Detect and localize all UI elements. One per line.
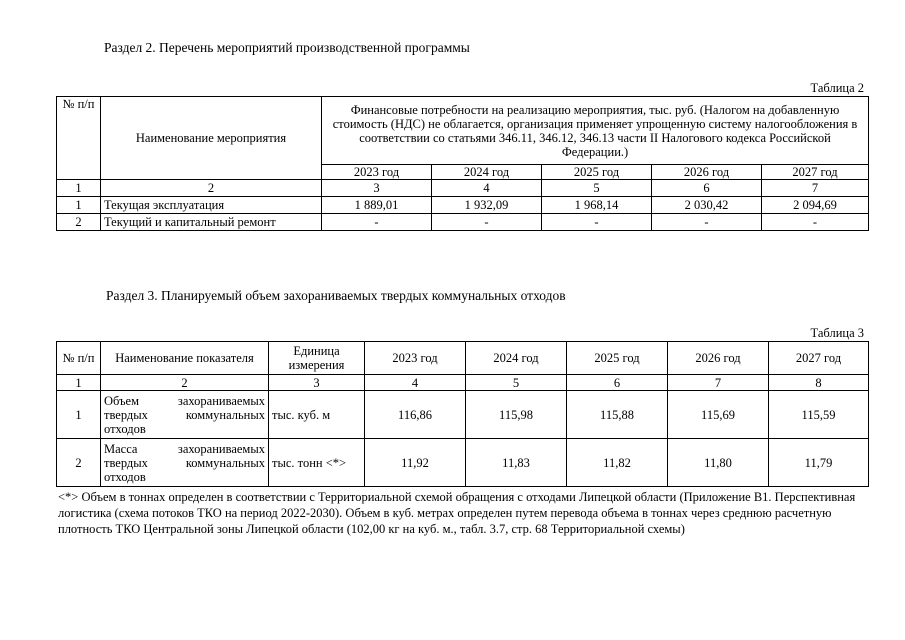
t3-col-number: 7: [668, 375, 769, 391]
row-name: Текущая эксплуатация: [101, 197, 322, 214]
t2-col-number: 6: [652, 180, 762, 197]
row-value: 115,69: [668, 391, 769, 439]
t3-header-unit: Единица измерения: [269, 342, 365, 375]
t3-col-number: 2: [101, 375, 269, 391]
table-row: [57, 391, 869, 439]
row-value: 115,88: [567, 391, 668, 439]
row-value: -: [762, 214, 869, 231]
t2-column-number-row: [57, 180, 869, 197]
footnote: <*> Объем в тоннах определен в соответствии с Территориальной схемой обращения с отходами Липецкой области (Приложение В1. Перспективная логистика (схема потоков ТКО на период 2022-2030). Объем в куб. метрах определен путем перевода объема в тоннах через среднюю расчетную плотность ТКО Центральной зоны Липецкой области (102,00 кг на куб. м., табл. 3.7, стр. 68 Территориальной схемы): [58, 490, 856, 536]
row-value: 11,83: [466, 439, 567, 487]
t3-year-header: 2025 год: [567, 342, 668, 375]
table-row: [57, 439, 869, 487]
table2: [56, 96, 869, 231]
t3-column-number-row: [57, 375, 869, 391]
row-value: 1 968,14: [542, 197, 652, 214]
row-value: 11,92: [365, 439, 466, 487]
row-num: 2: [57, 439, 101, 487]
row-value: 1 932,09: [432, 197, 542, 214]
row-value: 115,98: [466, 391, 567, 439]
t2-col-number: 2: [101, 180, 322, 197]
t3-year-header: 2027 год: [769, 342, 869, 375]
row-value: 11,79: [769, 439, 869, 487]
t3-col-number: 8: [769, 375, 869, 391]
t2-year-header: 2026 год: [652, 165, 762, 180]
row-name: Объем захораниваемых твердых коммунальных отходов: [101, 391, 269, 439]
row-value: 2 094,69: [762, 197, 869, 214]
table3: [56, 341, 869, 487]
t2-header-name: Наименование мероприятия: [101, 97, 322, 180]
t2-header-num: № п/п: [57, 97, 101, 180]
row-value: -: [432, 214, 542, 231]
table-row: [57, 214, 869, 231]
section2-heading: Раздел 2. Перечень мероприятий производственной программы: [104, 40, 470, 55]
t2-col-number: 4: [432, 180, 542, 197]
t2-year-header: 2027 год: [762, 165, 869, 180]
table3-label: Таблица 3: [810, 326, 864, 340]
t3-col-number: 3: [269, 375, 365, 391]
t2-year-header: 2023 год: [322, 165, 432, 180]
t2-col-number: 7: [762, 180, 869, 197]
row-value: -: [322, 214, 432, 231]
row-num: 2: [57, 214, 101, 231]
row-value: 1 889,01: [322, 197, 432, 214]
section3-heading: Раздел 3. Планируемый объем захораниваемых твердых коммунальных отходов: [106, 288, 566, 303]
row-name: Текущий и капитальный ремонт: [101, 214, 322, 231]
t3-year-header: 2023 год: [365, 342, 466, 375]
t2-header-financial: Финансовые потребности на реализацию мероприятия, тыс. руб. (Налогом на добавленную стоимость (НДС) не облагается, организация применяет упрощенную систему налогообложения в соответствии со статьями 346.11, 346.12, 346.13 части II Налогового кодекса Российской Федерации.): [322, 97, 869, 165]
t3-col-number: 6: [567, 375, 668, 391]
t3-col-number: 5: [466, 375, 567, 391]
row-num: 1: [57, 197, 101, 214]
t2-col-number: 5: [542, 180, 652, 197]
t3-year-header: 2026 год: [668, 342, 769, 375]
t3-header-name: Наименование показателя: [101, 342, 269, 375]
t2-col-number: 1: [57, 180, 101, 197]
t2-col-number: 3: [322, 180, 432, 197]
t3-header-num: № п/п: [57, 342, 101, 375]
row-value: 11,80: [668, 439, 769, 487]
row-num: 1: [57, 391, 101, 439]
t2-year-header: 2024 год: [432, 165, 542, 180]
row-value: 115,59: [769, 391, 869, 439]
row-value: 2 030,42: [652, 197, 762, 214]
row-unit: тыс. куб. м: [269, 391, 365, 439]
table2-label: Таблица 2: [810, 81, 864, 95]
row-value: -: [652, 214, 762, 231]
row-unit: тыс. тонн <*>: [269, 439, 365, 487]
t2-year-header: 2025 год: [542, 165, 652, 180]
t3-col-number: 1: [57, 375, 101, 391]
t3-year-header: 2024 год: [466, 342, 567, 375]
table-row: [57, 197, 869, 214]
t3-col-number: 4: [365, 375, 466, 391]
row-value: -: [542, 214, 652, 231]
row-value: 116,86: [365, 391, 466, 439]
row-value: 11,82: [567, 439, 668, 487]
row-name: Масса захораниваемых твердых коммунальных отходов: [101, 439, 269, 487]
